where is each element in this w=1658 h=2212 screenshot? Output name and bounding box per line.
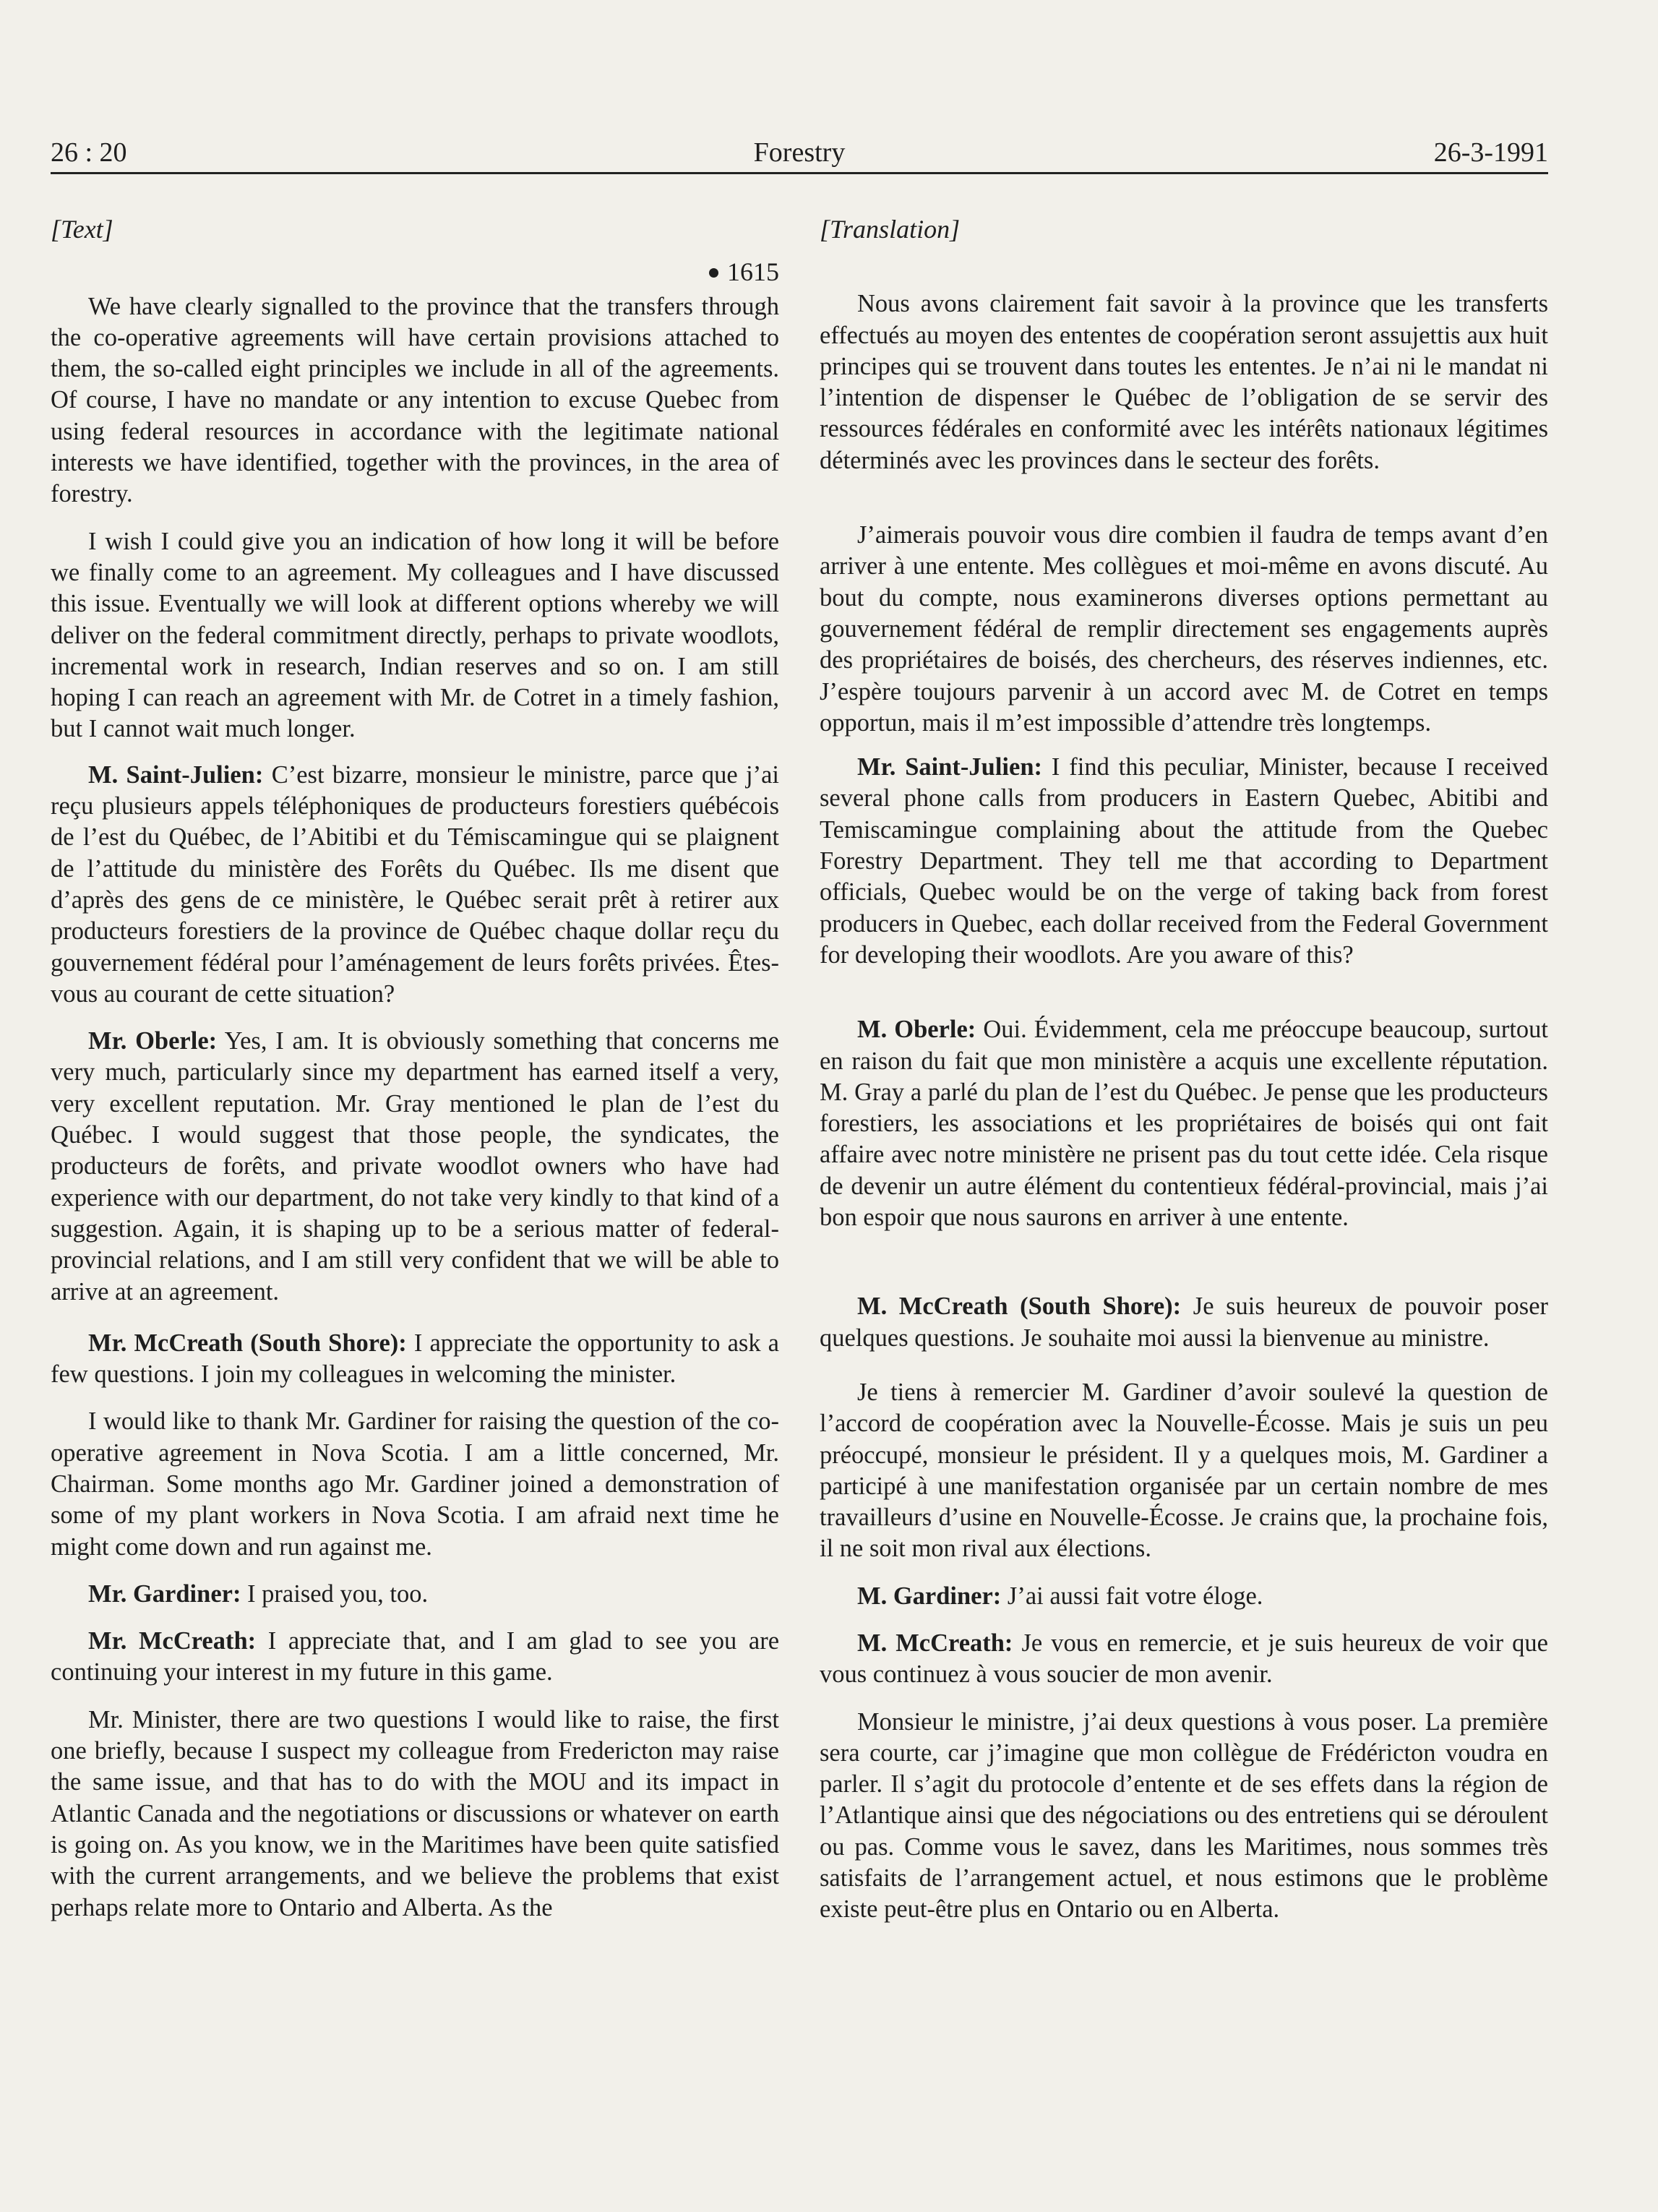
paragraph: Mr. McCreath: I appreciate that, and I am glad to see you are continuing your interest in my future in this game. (51, 1627, 780, 1686)
paragraph: M. McCreath: Je vous en remercie, et je suis heureux de voir que vous continuez à vous soucier de mon avenir. (820, 1629, 1548, 1689)
speaker-name: M. McCreath (South Shore): (857, 1293, 1182, 1321)
speaker-name: Mr. Saint-Julien: (857, 753, 1043, 781)
timestamp (51, 257, 779, 288)
paragraph: We have clearly signalled to the province that the transfers through the co-operative agreements will have certain provisions attached to them, the so-called eight principles we include in all of the agreements. Of course, I have no mandate or any intention to excuse Quebec from using federal resources in accordance with the legitimate national interests we have identified, together with the provinces, in the area of forestry. (51, 292, 779, 508)
paragraph: I wish I could give you an indication of how long it will be before we finally come to an agreement. My colleagues and I have discussed this issue. Eventually we will look at different options whereby we will deliver on the federal commitment directly, perhaps to private woodlots, incremental work in research, Indian reserves and so on. I am still hoping I can reach an agreement with Mr. de Cotret in a timely fashion, but I cannot wait much longer. (51, 527, 779, 743)
paragraph: Mr. McCreath (South Shore): I appreciate the opportunity to ask a few questions. I join my colleagues in welcoming the minister. (51, 1329, 779, 1389)
timestamp-value: 1615 (727, 257, 779, 287)
speaker-name: Mr. McCreath: (88, 1627, 257, 1655)
paragraph: I would like to thank Mr. Gardiner for raising the question of the co-operative agreement in Nova Scotia. I am a little concerned, Mr. Chairman. Some months ago Mr. Gardiner joined a demonstration of some of my plant workers in Nova Scotia. I am afraid next time he might come down and run against me. (51, 1407, 779, 1561)
french-column (820, 214, 1548, 1942)
speaker-name: M. McCreath: (857, 1629, 1013, 1657)
english-column (51, 214, 779, 1939)
speaker-name: Mr. Oberle: (88, 1027, 218, 1055)
bullet-icon (709, 268, 718, 278)
page-number: 26 : 20 (51, 137, 127, 168)
header-rule (51, 172, 1548, 174)
paragraph: M. Gardiner: J’ai aussi fait votre éloge. (857, 1582, 1263, 1610)
header-date: 26-3-1991 (1433, 137, 1548, 168)
paragraph: Mr. Saint-Julien: I find this peculiar, Minister, because I received several phone calls from producers in Eastern Quebec, Abitibi and Temiscamingue complaining about the attitude from the Quebec Forestry Department. They tell me that according to Department officials, Quebec would be on the verge of taking back from forest producers in Quebec, each dollar received from the Federal Government for developing their woodlots. Are you aware of this? (820, 753, 1548, 969)
paragraph: Monsieur le ministre, j’ai deux questions à vous poser. La première sera courte, car j’imagine que mon collègue de Frédéricton voudra en parler. Il s’agit du protocole d’entente et de ses effets dans la région de l’Atlantique ainsi que des négociations ou des entretiens qui se déroulent ou pas. Comme vous le savez, dans les Maritimes, nous sommes très satisfaits de l’arrangement actuel, et nous estimons que le problème existe peut-être plus en Ontario ou en Alberta. (820, 1707, 1548, 1924)
page-header (51, 134, 1548, 171)
speaker-name: Mr. Gardiner: (88, 1579, 241, 1608)
speaker-name: Mr. McCreath (South Shore): (88, 1329, 407, 1357)
speaker-name: M. Gardiner: (857, 1582, 1002, 1610)
paragraph: Je tiens à remercier M. Gardiner d’avoir soulevé la question de l’accord de coopération avec la Nouvelle-Écosse. Mais je suis un peu préoccupé, monsieur le président. Il y a quelques mois, M. Gardiner a participé à une manifestation organisée par un certain nombre de mes travailleurs d’usine en Nouvelle-Écosse. Je crains que, la prochaine fois, il ne soit mon rival aux élections. (820, 1378, 1548, 1563)
paragraph: M. McCreath (South Shore): Je suis heureux de pouvoir poser quelques questions. Je souhaite moi aussi la bienvenue au ministre. (820, 1293, 1549, 1352)
speaker-name: M. Saint-Julien: (88, 760, 264, 789)
paragraph: M. Oberle: Oui. Évidemment, cela me préoccupe beaucoup, surtout en raison du fait que mon ministère a acquis une excellente réputation. M. Gray a parlé du plan de l’est du Québec. Je pense que les producteurs forestiers, les associations et les propriétaires de boisés qui ont fait affaire avec notre ministère ne prisent pas du tout cette idée. Cela risque de devenir un autre élément du contentieux fédéral-provincial, mais j’ai bon espoir que nous saurons en arriver à une entente. (820, 1016, 1548, 1232)
running-title: Forestry (753, 137, 846, 168)
translation-label: [Translation] (820, 215, 961, 244)
speaker-name: M. Oberle: (857, 1016, 976, 1044)
text-label: [Text] (51, 215, 113, 244)
paragraph: Mr. Oberle: Yes, I am. It is obviously something that concerns me very much, particularly since my department has earned itself a very, very excellent reputation. Mr. Gray mentioned le plan de l’est du Québec. I would suggest that those people, the syndicates, the producteurs de forêts, and private woodlot owners who have had experience with our department, do not take very kindly to that kind of a suggestion. Again, it is shaping up to be a serious matter of federal-provincial relations, and I am still very confident that we will be able to arrive at an agreement. (51, 1027, 779, 1306)
paragraph: Nous avons clairement fait savoir à la province que les transferts effectués au moyen des ententes de coopération seront assujettis aux huit principes qui se trouvent dans toutes les ententes. Je n’ai ni le mandat ni l’intention de dispenser le Québec de l’obligation de se servir des ressources fédérales en conformité avec les intérêts nationaux légitimes déterminés avec les provinces dans le secteur des forêts. (820, 290, 1548, 474)
paragraph: Mr. Minister, there are two questions I would like to raise, the first one briefly, because I suspect my colleague from Fredericton may raise the same issue, and that has to do with the MOU and its impact in Atlantic Canada and the negotiations or discussions or whatever on earth is going on. As you know, we in the Maritimes have been quite satisfied with the current arrangements, and we believe the problems that exist perhaps relate more to Ontario and Alberta. As the (51, 1705, 779, 1921)
paragraph: Mr. Gardiner: I praised you, too. (88, 1579, 429, 1608)
paragraph: J’aimerais pouvoir vous dire combien il faudra de temps avant d’en arriver à une entente. Mes collègues et moi-même en avons discuté. Au bout du compte, nous examinerons diverses options permettant au gouvernement fédéral de remplir directement ses engagements auprès des propriétaires de boisés, des chercheurs, des réserves indiennes, etc. J’espère toujours parvenir à un accord avec M. de Cotret en temps opportun, mais il m’est impossible d’attendre très longtemps. (820, 521, 1548, 737)
paragraph: M. Saint-Julien: C’est bizarre, monsieur le ministre, parce que j’ai reçu plusieurs appels téléphoniques de producteurs forestiers québécois de l’est du Québec, de l’Abitibi et du Témiscamingue qui se plaignent de l’attitude du ministère des Forêts du Québec. Ils me disent que d’après des gens de ce ministère, le Québec serait prêt à retirer aux producteurs forestiers de la province de Québec chaque dollar reçu du gouvernement fédéral pour l’aménagement de leurs forêts privées. Êtes-vous au courant de cette situation? (51, 760, 779, 1008)
